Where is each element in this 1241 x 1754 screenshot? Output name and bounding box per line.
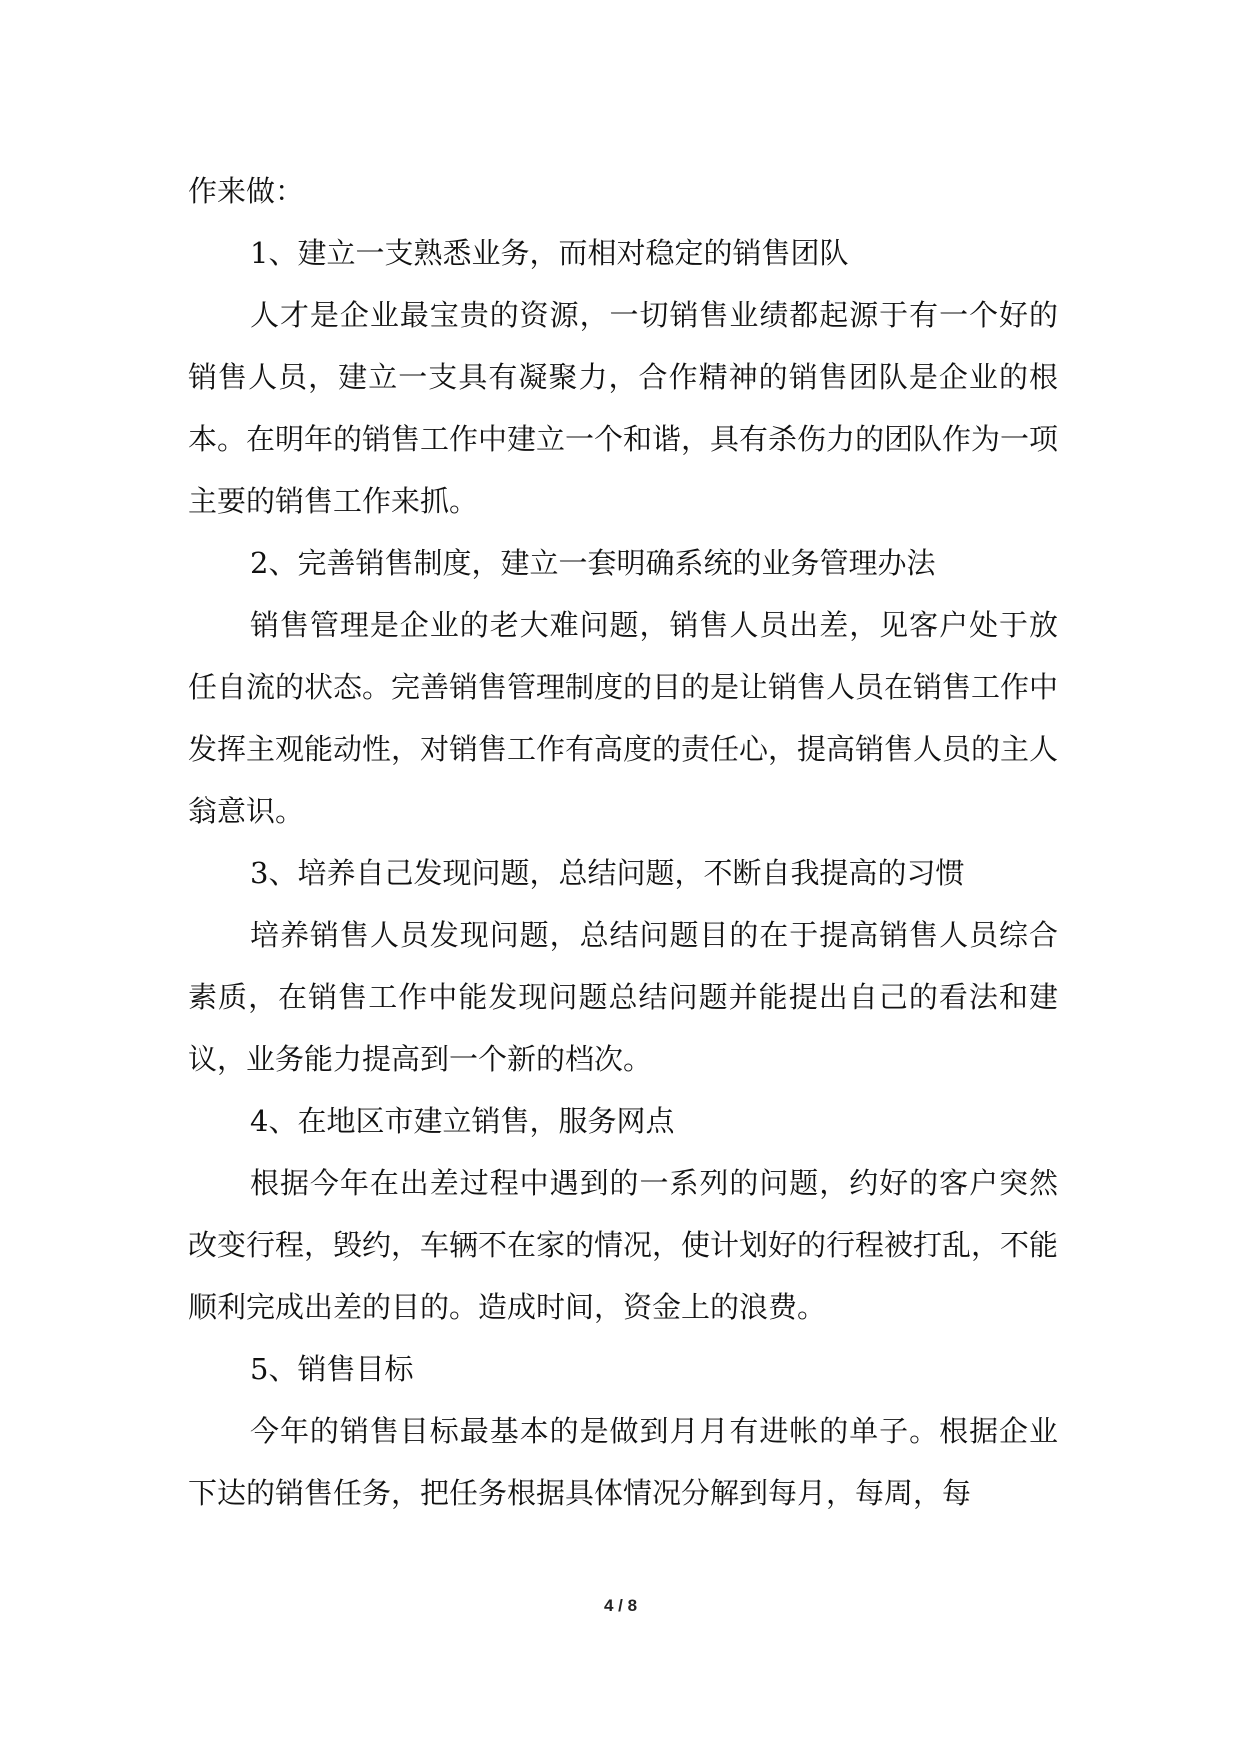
section-heading-1: 1、建立一支熟悉业务，而相对稳定的销售团队	[250, 236, 849, 270]
paragraph-management: 销售管理是企业的老大难问题，销售人员出差，见客户处于放任自流的状态。完善销售管理制度的目的是让销售人员在销售工作中发挥主观能动性，对销售工作有高度的责任心，提高销售人员的主人翁意识。	[188, 608, 1059, 828]
paragraph-problems: 培养销售人员发现问题，总结问题目的在于提高销售人员综合素质，在销售工作中能发现问题总结问题并能提出自己的看法和建议，业务能力提高到一个新的档次。	[188, 918, 1058, 1076]
paragraph-targets: 今年的销售目标最基本的是做到月月有进帐的单子。根据企业下达的销售任务，把任务根据具体情况分解到每月，每周，每	[188, 1414, 1058, 1510]
section-heading-3: 3、培养自己发现问题，总结问题，不断自我提高的习惯	[250, 856, 965, 890]
section-heading-4: 4、在地区市建立销售，服务网点	[250, 1104, 675, 1138]
page-number: 4 / 8	[603, 1596, 638, 1615]
paragraph-network: 根据今年在出差过程中遇到的一系列的问题，约好的客户突然改变行程，毁约，车辆不在家的情况，使计划好的行程被打乱，不能顺利完成出差的目的。造成时间，资金上的浪费。	[188, 1166, 1059, 1324]
section-heading-2: 2、完善销售制度，建立一套明确系统的业务管理办法	[250, 546, 936, 580]
paragraph-continuation: 作来做：	[188, 174, 305, 208]
section-heading-5: 5、销售目标	[250, 1352, 414, 1386]
document-body	[188, 160, 1058, 1524]
paragraph-team: 人才是企业最宝贵的资源，一切销售业绩都起源于有一个好的销售人员，建立一支具有凝聚力，合作精神的销售团队是企业的根本。在明年的销售工作中建立一个和谐，具有杀伤力的团队作为一项主要的销售工作来抓。	[188, 298, 1059, 518]
